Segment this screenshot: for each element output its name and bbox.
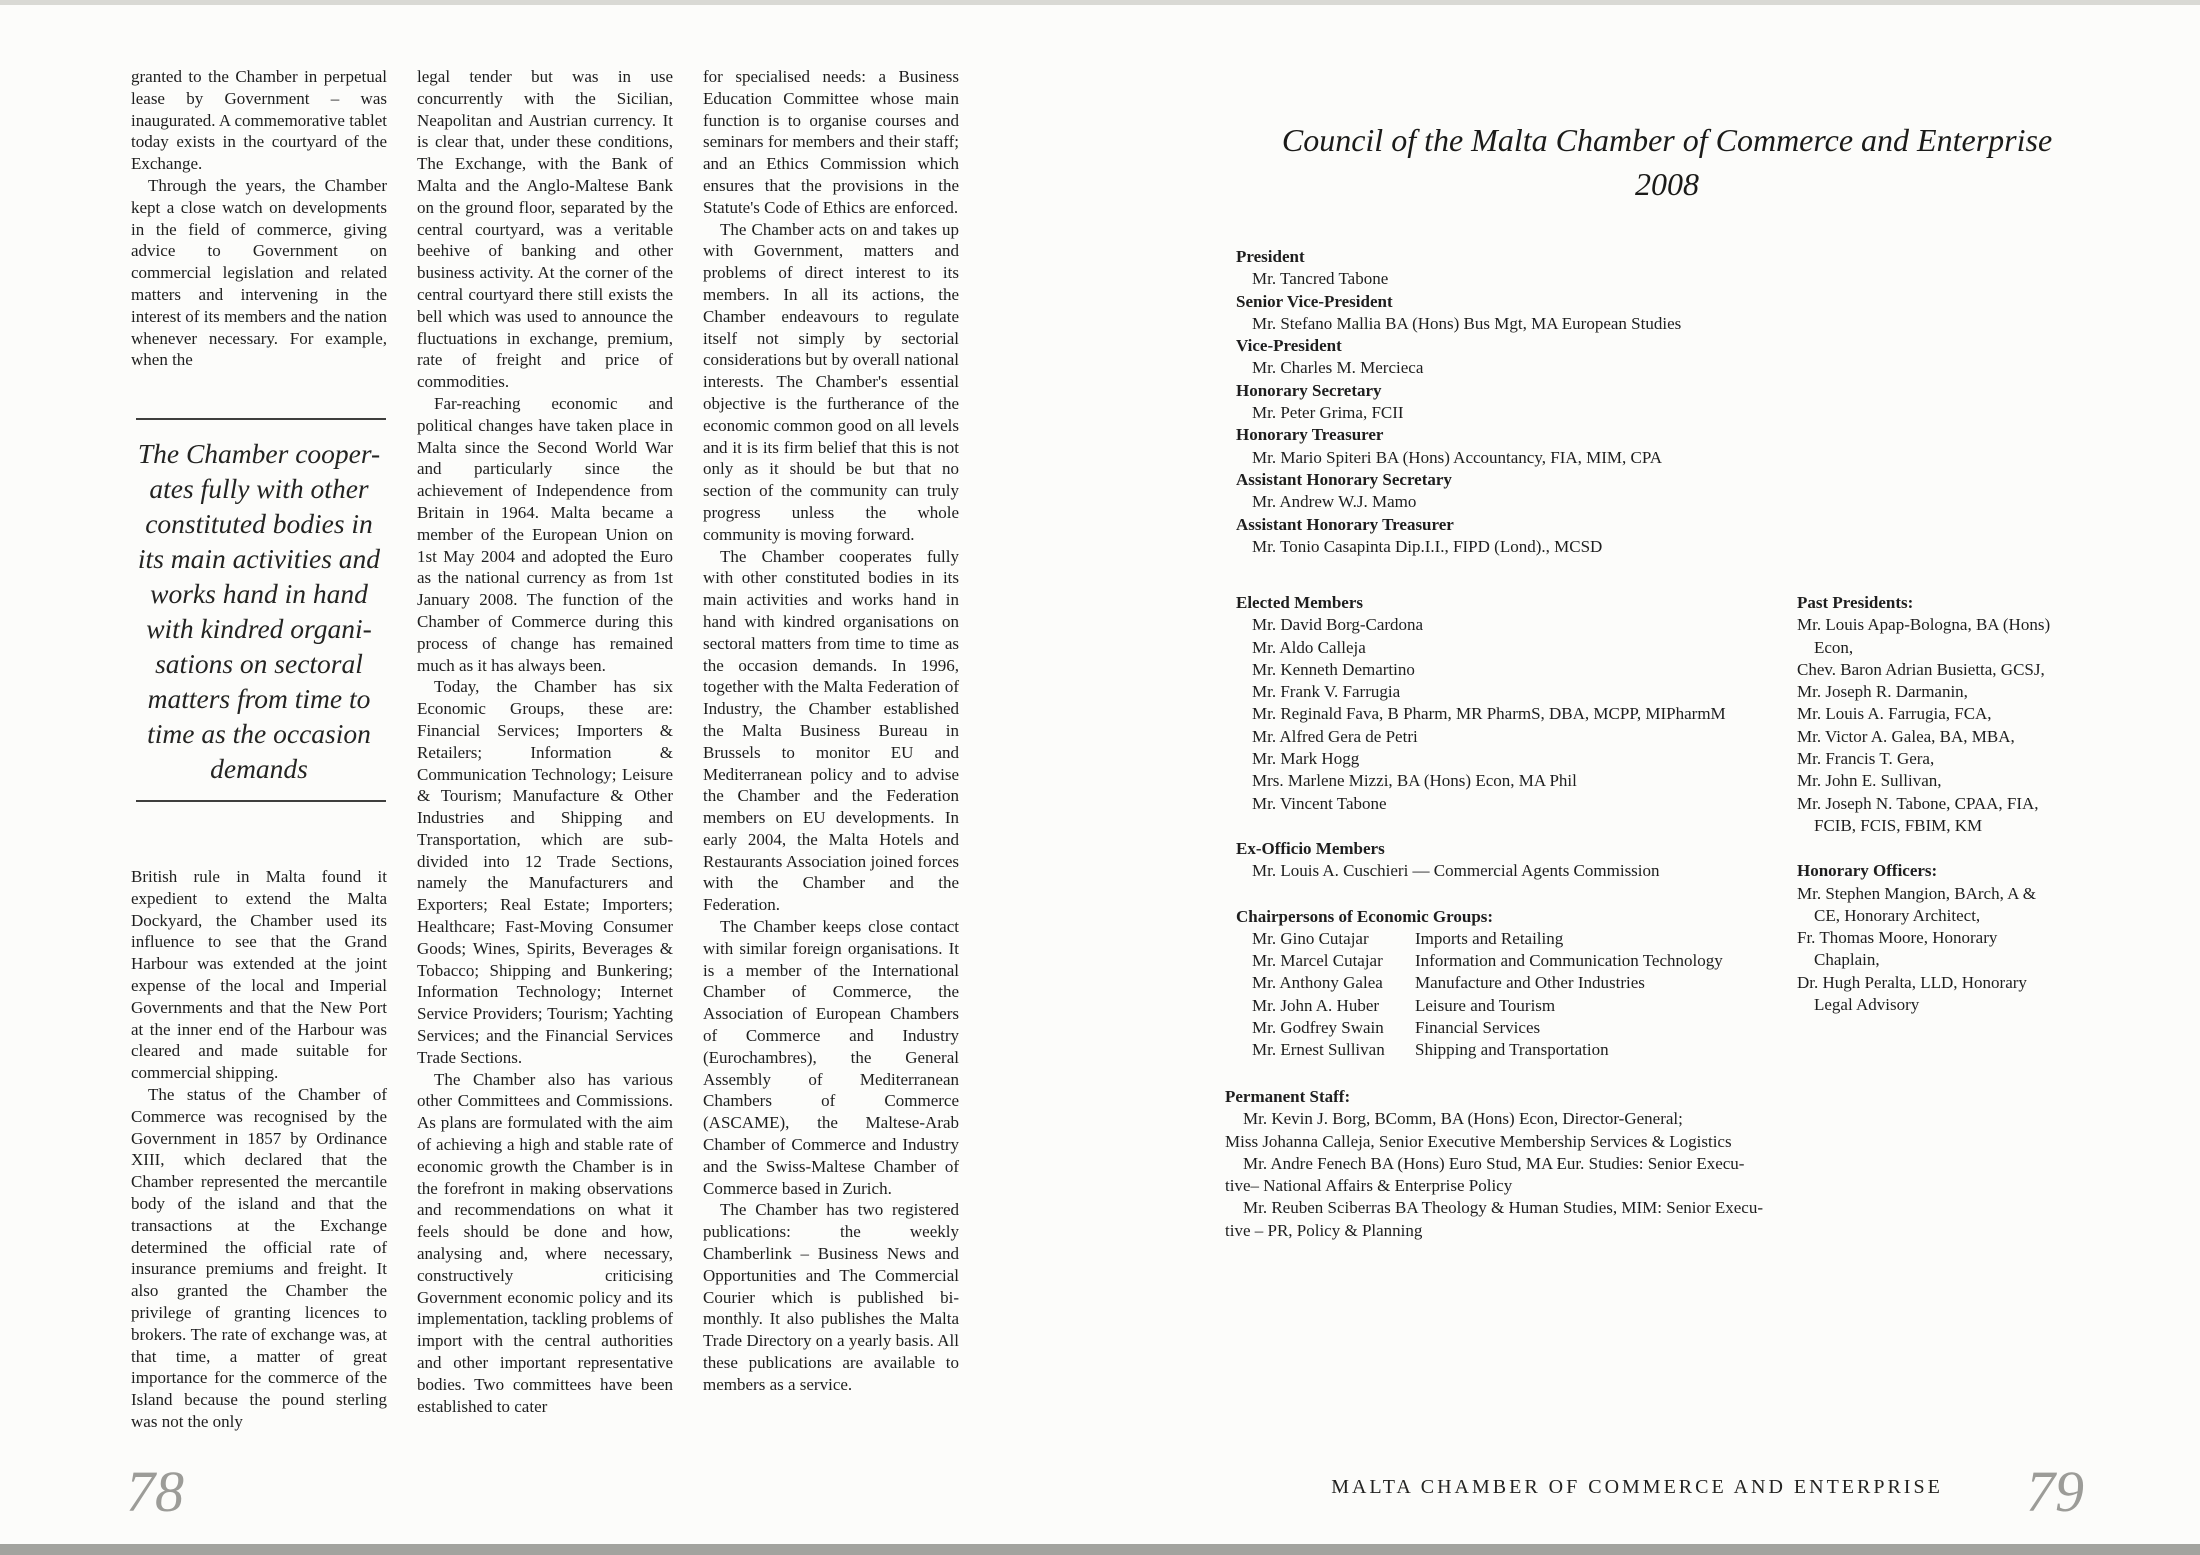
page-number-right: 79 xyxy=(2026,1459,2084,1524)
chairperson-group: Information and Communication Technology xyxy=(1415,951,1723,971)
ex-officio-list xyxy=(1236,860,1802,882)
member-item: Mr. Alfred Gera de Petri xyxy=(1252,726,1418,746)
officer-title: Senior Vice-President xyxy=(1236,291,1393,311)
chairperson-row xyxy=(1236,995,1802,1017)
past-president-item: Mr. Louis A. Farrugia, FCA, xyxy=(1797,704,1992,724)
pull-quote-line: its main activities and xyxy=(137,543,381,574)
staff-line: tive – PR, Policy & Planning xyxy=(1225,1220,1423,1240)
chairperson-name: Mr. Godfrey Swain xyxy=(1252,1018,1384,1038)
staff-line: Mr. Kevin J. Borg, BComm, BA (Hons) Econ, Director-General; xyxy=(1243,1109,1683,1129)
past-president-item: Mr. Victor A. Galea, BA, MBA, xyxy=(1797,726,2015,746)
officer-entry xyxy=(1236,514,2136,559)
officer-title: Assistant Honorary Secretary xyxy=(1236,469,1452,489)
page-title xyxy=(1237,118,2097,206)
chairperson-group: Shipping and Transportation xyxy=(1415,1040,1609,1060)
chairperson-group: Leisure and Tourism xyxy=(1415,995,1556,1015)
officer-entry xyxy=(1236,291,2136,336)
staff-line: tive– National Affairs & Enterprise Policy xyxy=(1225,1176,1513,1196)
pull-quote-rule-top xyxy=(136,418,386,420)
paragraph: legal tender but was in use concurrently with the Sicilian, Neapolitan and Austrian currency. It is clear that, under these conditions, The Exchange, with the Bank of Malta and the Anglo-Maltese Bank on the ground floor, separated by the central courtyard, was a veritable beehive of banking and other business activity. At the corner of the central courtyard there still exists the bell which was used to announce the fluctuations in exchange, premium, rate of freight and price of commodities. xyxy=(417,67,673,392)
pull-quote-line: ates fully with other xyxy=(149,473,369,504)
member-item: Mrs. Marlene Mizzi, BA (Hons) Econ, MA Phil xyxy=(1252,771,1577,791)
member-item: Mr. David Borg-Cardona xyxy=(1252,615,1424,635)
officer-entry xyxy=(1236,469,2136,514)
paragraph: Today, the Chamber has six Economic Groups, these are: Financial Services; Importers & Retailers; Information & Communication Technology; Leisure & Tourism; Manufacture & Other Industries and Shipping and Transportation, which are sub-divided into 12 Trade Sections, namely the Manufacturers and Exporters; Real Estate; Importers; Healthcare; Fast-Moving Consumer Goods; Wines, Spirits, Beverages & Tobacco; Shipping and Bunkering; Information Technology; Internet Service Providers; Tourism; Yachting Services; and the Financial Services Trade Sections. xyxy=(417,677,673,1067)
honorary-officer-item: Fr. Thomas Moore, Honorary Chaplain, xyxy=(1797,928,1998,970)
officer-name: Mr. Andrew W.J. Mamo xyxy=(1252,492,1417,512)
honorary-officers-heading: Honorary Officers: xyxy=(1797,861,1938,881)
officer-title: President xyxy=(1236,247,1305,266)
pull-quote-line: time as the occasion xyxy=(147,718,371,749)
past-president-item: Mr. Joseph R. Darmanin, xyxy=(1797,682,1968,702)
chairperson-group: Financial Services xyxy=(1415,1018,1541,1038)
honorary-officer-item: Mr. Stephen Mangion, BArch, A & CE, Honorary Architect, xyxy=(1797,883,2036,925)
officer-name: Mr. Tonio Casapinta Dip.I.I., FIPD (Lond)., MCSD xyxy=(1252,536,1603,556)
honorary-officers-section xyxy=(1797,860,2062,1016)
officer-name: Mr. Mario Spiteri BA (Hons) Accountancy, FIA, MIM, CPA xyxy=(1252,447,1663,467)
past-president-item: Mr. John E. Sullivan, xyxy=(1797,771,1942,791)
past-presidents-section xyxy=(1797,592,2062,837)
chairperson-row xyxy=(1236,1039,1802,1061)
officer-name: Mr. Stefano Mallia BA (Hons) Bus Mgt, MA European Studies xyxy=(1252,313,1682,333)
officer-title: Honorary Secretary xyxy=(1236,380,1382,400)
chairperson-name: Mr. John A. Huber xyxy=(1252,995,1380,1015)
chairperson-name: Mr. Gino Cutajar xyxy=(1252,928,1369,948)
pull-quote-line: The Chamber cooper- xyxy=(137,438,381,469)
scan-edge-top xyxy=(0,0,2200,5)
officer-entry xyxy=(1236,335,2136,380)
permanent-staff-heading: Permanent Staff: xyxy=(1225,1087,1351,1106)
presidents-column xyxy=(1797,592,2062,1039)
member-item: Mr. Mark Hogg xyxy=(1252,749,1360,769)
permanent-staff-list xyxy=(1225,1108,1865,1242)
past-president-item: Mr. Joseph N. Tabone, CPAA, FIA, FCIB, FCIS, FBIM, KM xyxy=(1797,793,2039,835)
chairpersons-list xyxy=(1236,928,1802,1062)
member-item: Mr. Vincent Tabone xyxy=(1252,793,1387,813)
member-item: Mr. Kenneth Demartino xyxy=(1252,659,1415,679)
elected-members-section xyxy=(1236,592,1802,815)
member-item: Mr. Louis A. Cuschieri — Commercial Agents Commission xyxy=(1252,861,1660,881)
chairperson-name: Mr. Anthony Galea xyxy=(1252,973,1383,993)
pull-quote-rule-bottom xyxy=(136,800,386,802)
paragraph: The Chamber keeps close contact with similar foreign organisations. It is a member of the International Chamber of Commerce, the Association of European Chambers of Commerce and Industry (Eurochambres), the General Assembly of Mediterranean Chambers of Commerce (ASCAME), the Maltese-Arab Chamber of Commerce and Industry and the Swiss-Maltese Chamber of Commerce based in Zurich. xyxy=(703,917,959,1198)
pull-quote-line: matters from time to xyxy=(147,683,371,714)
paragraph: for specialised needs: a Business Education Committee whose main function is to organise courses and seminars for members and their staff; and an Ethics Commission which ensures that the provisions in the Statute's Code of Ethics are enforced. xyxy=(703,67,959,217)
paragraph: Through the years, the Chamber kept a close watch on developments in the field of commerce, giving advice to Government on commercial legislation and related matters and intervening in the interest of its members and the nation whenever necessary. For example, when the xyxy=(131,175,387,370)
officer-name: Mr. Charles M. Mercieca xyxy=(1252,358,1424,378)
officers-list xyxy=(1236,246,2136,558)
chairpersons-heading: Chairpersons of Economic Groups: xyxy=(1236,906,1494,926)
officer-title: Assistant Honorary Treasurer xyxy=(1236,514,1454,534)
running-footer: MALTA CHAMBER OF COMMERCE AND ENTERPRISE xyxy=(1331,1476,1943,1498)
chairperson-row xyxy=(1236,972,1802,994)
paragraph: The Chamber also has various other Committees and Commissions. As plans are formulated with the aim of achieving a high and stable rate of economic growth the Chamber is in the forefront in making observations and recommendations on what it feels should be done and how, analysing and, where necessary, constructively criticising Government economic policy and its implementation, tackling problems of import with the central authorities and other important representative bodies. Two committees have been established to cater xyxy=(417,1069,673,1416)
chairperson-group: Manufacture and Other Industries xyxy=(1415,973,1645,993)
officer-entry xyxy=(1236,424,2136,469)
staff-line: Mr. Reuben Sciberras BA Theology & Human Studies, MIM: Senior Execu- xyxy=(1243,1198,1764,1218)
paragraph: British rule in Malta found it expedient to extend the Malta Dockyard, the Chamber used its influence to see that the Grand Harbour was extended at the joint expense of the local and Imperial Governments and that the New Port at the inner end of the Harbour was cleared and made suitable for commercial shipping. xyxy=(131,867,387,1083)
chairpersons-section xyxy=(1236,906,1802,1062)
paragraph: The Chamber cooperates fully with other constituted bodies in its main activities and works hand in hand with kindred organisations on sectoral matters from time to time as the occasion demands. In 1996, together with the Malta Federation of Industry, the Chamber established the Malta Business Bureau in Brussels to monitor EU and Mediterranean policy and to advise the Chamber and the Federation members on EU developments. In early 2004, the Malta Hotels and Restaurants Association joined forces with the Chamber and the Federation. xyxy=(703,546,959,915)
staff-line: Mr. Andre Fenech BA (Hons) Euro Stud, MA Eur. Studies: Senior Execu- xyxy=(1243,1153,1745,1173)
past-president-item: Chev. Baron Adrian Busietta, GCSJ, xyxy=(1797,659,2045,679)
scan-edge-bottom xyxy=(0,1544,2200,1555)
chairperson-name: Mr. Marcel Cutajar xyxy=(1252,951,1383,971)
officer-name: Mr. Tancred Tabone xyxy=(1252,269,1389,289)
pull-quote-line: demands xyxy=(210,753,308,784)
paragraph: Far-reaching economic and political changes have taken place in Malta since the Second World War and particularly since the achievement of Independence from Britain in 1964. Malta became a member of the European Union on 1st May 2004 and adopted the Euro as the national currency as from 1st January 2008. The function of the Chamber of Commerce during this process of change has remained much as it has always been. xyxy=(417,393,673,675)
pull-quote xyxy=(118,436,400,786)
chairperson-row xyxy=(1236,1017,1802,1039)
honorary-officer-item: Dr. Hugh Peralta, LLD, Honorary Legal Advisory xyxy=(1797,972,2027,1015)
officer-title: Honorary Treasurer xyxy=(1236,425,1384,445)
page-title-line-2: 2008 xyxy=(1635,166,1699,202)
chairperson-group: Imports and Retailing xyxy=(1415,928,1564,948)
ex-officio-section xyxy=(1236,838,1802,883)
officer-name: Mr. Peter Grima, FCII xyxy=(1252,403,1404,423)
member-item: Mr. Reginald Fava, B Pharm, MR PharmS, DBA, MCPP, MIPharmM xyxy=(1252,704,1726,724)
officer-title: Vice-President xyxy=(1236,336,1342,356)
past-president-item: Mr. Francis T. Gera, xyxy=(1797,749,1935,769)
page-title-line-1: Council of the Malta Chamber of Commerce and Enterprise xyxy=(1281,122,2053,158)
paragraph: The status of the Chamber of Commerce was recognised by the Government in 1857 by Ordinance XIII, which declared that the Chamber represented the mercantile body of the island and that the transactions at the Exchange determined the official rate of insurance premiums and freight. It also granted the Chamber the privilege of granting licences to brokers. The rate of exchange was, at that time, a matter of great importance for the commerce of the Island because the pound sterling was not the only xyxy=(131,1084,387,1431)
elected-members-list xyxy=(1236,614,1802,815)
chairperson-name: Mr. Ernest Sullivan xyxy=(1252,1040,1385,1060)
pull-quote-line: with kindred organi- xyxy=(146,613,372,644)
past-president-item: Mr. Louis Apap-Bologna, BA (Hons) Econ, xyxy=(1797,615,2051,657)
members-column xyxy=(1236,592,1802,1085)
member-item: Mr. Frank V. Farrugia xyxy=(1252,682,1401,702)
body-column-2 xyxy=(417,66,673,1417)
pull-quote-line: sations on sectoral xyxy=(155,648,363,679)
elected-members-heading: Elected Members xyxy=(1236,593,1363,612)
paragraph: The Chamber acts on and takes up with Government, matters and problems of direct interest to its members. In all its actions, the Chamber endeavours to regulate itself not simply by sectorial considerations but by overall national interests. The Chamber's essential objective is the furtherance of the economic common good on all levels and it is its firm belief that this is not only as it should be but that no section of the community can truly progress unless the whole community is moving forward. xyxy=(703,219,959,544)
officer-entry xyxy=(1236,246,2136,291)
pull-quote-line: works hand in hand xyxy=(150,578,368,609)
pull-quote-line: constituted bodies in xyxy=(145,508,373,539)
chairperson-row xyxy=(1236,928,1802,950)
body-column-1-bottom xyxy=(131,866,387,1433)
officer-entry xyxy=(1236,380,2136,425)
page-number-left: 78 xyxy=(126,1459,184,1524)
chairperson-row xyxy=(1236,950,1802,972)
paragraph: The Chamber has two registered publications: the weekly Chamberlink – Business News and Opportunities and The Commercial Courier which is published bi-monthly. It also publishes the Malta Trade Directory on a yearly basis. All these publications are available to members as a service. xyxy=(703,1200,959,1394)
body-column-3 xyxy=(703,66,959,1396)
past-presidents-list xyxy=(1797,614,2062,837)
body-column-1-top xyxy=(131,66,387,371)
past-presidents-heading: Past Presidents: xyxy=(1797,593,1914,612)
paragraph: granted to the Chamber in perpetual lease by Government – was inaugurated. A commemorative tablet today exists in the courtyard of the Exchange. xyxy=(131,67,387,174)
permanent-staff-section xyxy=(1225,1086,1865,1242)
staff-line: Miss Johanna Calleja, Senior Executive Membership Services & Logistics xyxy=(1225,1131,1732,1151)
honorary-officers-list xyxy=(1797,883,2062,1017)
member-item: Mr. Aldo Calleja xyxy=(1252,637,1366,657)
ex-officio-heading: Ex-Officio Members xyxy=(1236,838,1385,858)
